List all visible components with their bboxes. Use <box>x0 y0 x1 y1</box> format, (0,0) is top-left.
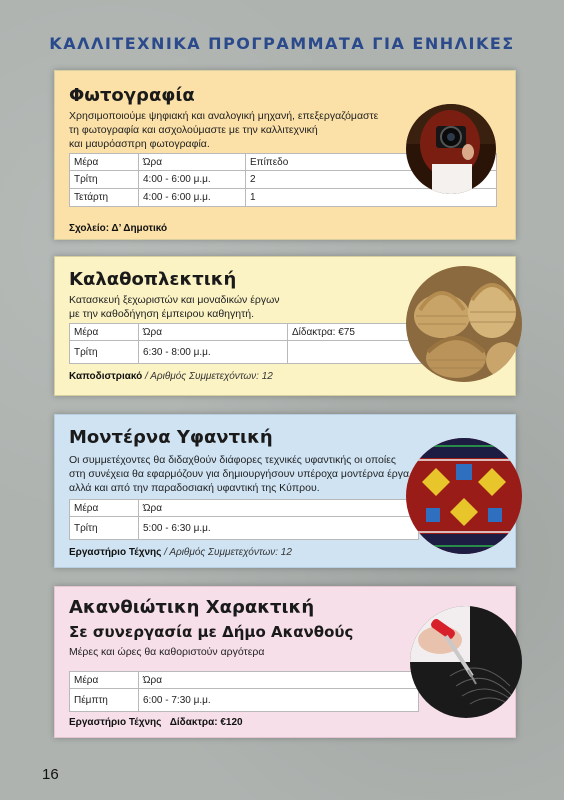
card-title: Φωτογραφία <box>69 85 195 106</box>
description-line: Μέρες και ώρες θα καθοριστούν αργότερα <box>69 646 265 658</box>
column-header: Ώρα <box>139 154 246 171</box>
table-header-row <box>70 500 419 517</box>
card-description <box>69 453 409 495</box>
card-title: Καλαθοπλεκτική <box>69 269 237 290</box>
venue-label: Σχολείο: Δ’ Δημοτικό <box>69 223 168 234</box>
column-header: Μέρα <box>70 500 139 517</box>
description-line: αλλά και από την παραδοσιακή υφαντική της Κύπρου. <box>69 482 320 494</box>
column-header: Ώρα <box>139 500 419 517</box>
table-cell: 4:00 - 6:00 μ.μ. <box>139 171 246 189</box>
page-number: 16 <box>42 766 59 783</box>
page-title: ΚΑΛΛΙΤΕΧΝΙΚΑ ΠΡΟΓΡΑΜΜΑΤΑ ΓΙΑ ΕΝΗΛΙΚΕΣ <box>49 34 515 53</box>
table-cell: 6:00 - 7:30 μ.μ. <box>139 689 419 712</box>
table-cell: 5:00 - 6:30 μ.μ. <box>139 517 419 540</box>
card-footer <box>69 717 243 728</box>
footer-separator: / <box>142 371 151 382</box>
footer-separator: / <box>161 547 170 558</box>
card-footer <box>69 547 292 558</box>
table-cell: Τρίτη <box>70 341 139 364</box>
column-header: Μέρα <box>70 324 139 341</box>
table-cell: Πέμπτη <box>70 689 139 712</box>
venue-label: Εργαστήριο Τέχνης <box>69 547 162 558</box>
description-line: τη φωτογραφία και ασχολούμαστε με την καλλιτεχνική <box>69 124 318 136</box>
card-description <box>69 293 280 321</box>
tuition-label: Δίδακτρα: €120 <box>169 717 243 728</box>
venue-label: Εργαστήριο Τέχνης <box>69 717 162 728</box>
table-cell: 1 <box>246 189 497 207</box>
schedule-table <box>69 499 419 540</box>
venue-label: Καποδιστριακό <box>69 371 143 382</box>
card-title: Μοντέρνα Υφαντική <box>69 427 273 448</box>
description-line: και μαυρόασπρη φωτογραφία. <box>69 138 210 150</box>
card-title: Ακανθιώτικη Χαρακτική <box>69 597 315 618</box>
description-line: Οι συμμετέχοντες θα διδαχθούν διάφορες τεχνικές υφαντικής οι οποίες <box>69 454 396 466</box>
description-line: στη συνέχεια θα εφαρμόζουν για δημιουργήσουν υπέροχα μοντέρνα έργα <box>69 468 410 480</box>
table-header-row <box>70 672 419 689</box>
table-row <box>70 689 419 712</box>
engraving-tool-photo <box>410 606 522 718</box>
table-cell: Τετάρτη <box>70 189 139 207</box>
tuition-header: Δίδακτρα: €75 <box>288 324 497 341</box>
card-description <box>69 645 264 659</box>
participants-label: Αριθμός Συμμετεχόντων: 12 <box>150 371 273 382</box>
wicker-baskets-photo <box>406 266 522 382</box>
card-subtitle: Σε συνεργασία με Δήμο Ακανθούς <box>69 623 354 641</box>
description-line: Χρησιμοποιούμε ψηφιακή και αναλογική μηχανή, επεξεργαζόμαστε <box>69 110 379 122</box>
table-cell: 4:00 - 6:00 μ.μ. <box>139 189 246 207</box>
card-description <box>69 109 378 151</box>
participants-label: Αριθμός Συμμετεχόντων: 12 <box>169 547 292 558</box>
woven-textile-photo <box>406 438 522 554</box>
photographer-camera-photo <box>406 104 496 194</box>
table-cell: Τρίτη <box>70 517 139 540</box>
table-cell: 6:30 - 8:00 μ.μ. <box>139 341 288 364</box>
column-header: Μέρα <box>70 672 139 689</box>
table-row <box>70 517 419 540</box>
schedule-table <box>69 671 419 712</box>
description-line: με την καθοδήγηση έμπειρου καθηγητή. <box>69 308 255 320</box>
column-header: Ώρα <box>139 324 288 341</box>
table-row <box>70 189 497 207</box>
table-cell: Τρίτη <box>70 171 139 189</box>
column-header: Μέρα <box>70 154 139 171</box>
column-header: Επίπεδο <box>246 154 497 171</box>
table-cell: 2 <box>246 171 497 189</box>
description-line: Κατασκευή ξεχωριστών και μοναδικών έργων <box>69 294 280 306</box>
column-header: Ώρα <box>139 672 419 689</box>
card-footer <box>69 223 167 234</box>
card-footer <box>69 371 273 382</box>
